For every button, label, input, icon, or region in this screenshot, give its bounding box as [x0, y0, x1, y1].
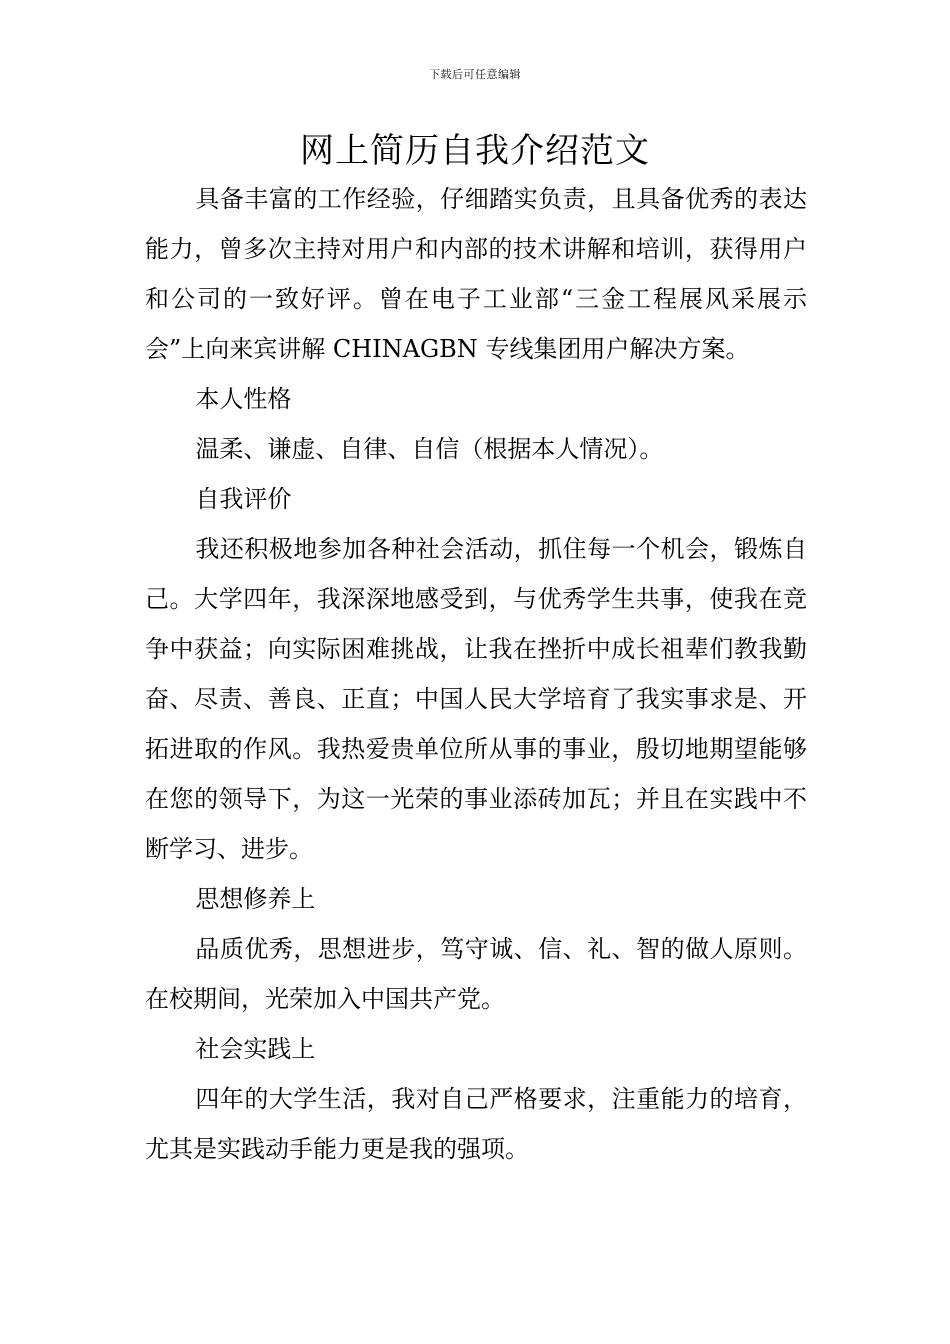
- document-body: [145, 174, 807, 1174]
- paragraph-self-evaluation: 我还积极地参加各种社会活动，抓住每一个机会，锻炼自己。大学四年，我深深地感受到，与优秀学生共事，使我在竞争中获益；向实际困难挑战，让我在挫折中成长祖辈们教我勤奋、尽责、善良、正直；中国人民大学培育了我实事求是、开拓进取的作风。我热爱贵单位所从事的事业，殷切地期望能够在您的领导下，为这一光荣的事业添砖加瓦；并且在实践中不断学习、进步。: [145, 535, 807, 863]
- heading-social-practice: 社会实践上: [195, 1035, 316, 1063]
- heading-ideological-cultivation: 思想修养上: [195, 885, 316, 913]
- paragraph-experience: 具备丰富的工作经验，仔细踏实负责，且具备优秀的表达能力，曾多次主持对用户和内部的技术讲解和培训，获得用户和公司的一致好评。曾在电子工业部“三金工程展风采展示会”上向来宾讲解 CHINAGBN 专线集团用户解决方案。: [145, 185, 807, 363]
- paragraph-social-practice: 四年的大学生活，我对自己严格要求，注重能力的培育，尤其是实践动手能力更是我的强项。: [145, 1085, 807, 1163]
- heading-self-evaluation: 自我评价: [195, 485, 292, 513]
- paragraph-personality: 温柔、谦虚、自律、自信（根据本人情况）。: [195, 435, 664, 463]
- heading-personality: 本人性格: [195, 385, 292, 413]
- header-note: 下载后可任意编辑: [429, 68, 521, 81]
- document-title: 网上简历自我介绍范文: [300, 131, 650, 171]
- paragraph-ideological-cultivation: 品质优秀，思想进步，笃守诚、信、礼、智的做人原则。在校期间，光荣加入中国共产党。: [145, 935, 807, 1013]
